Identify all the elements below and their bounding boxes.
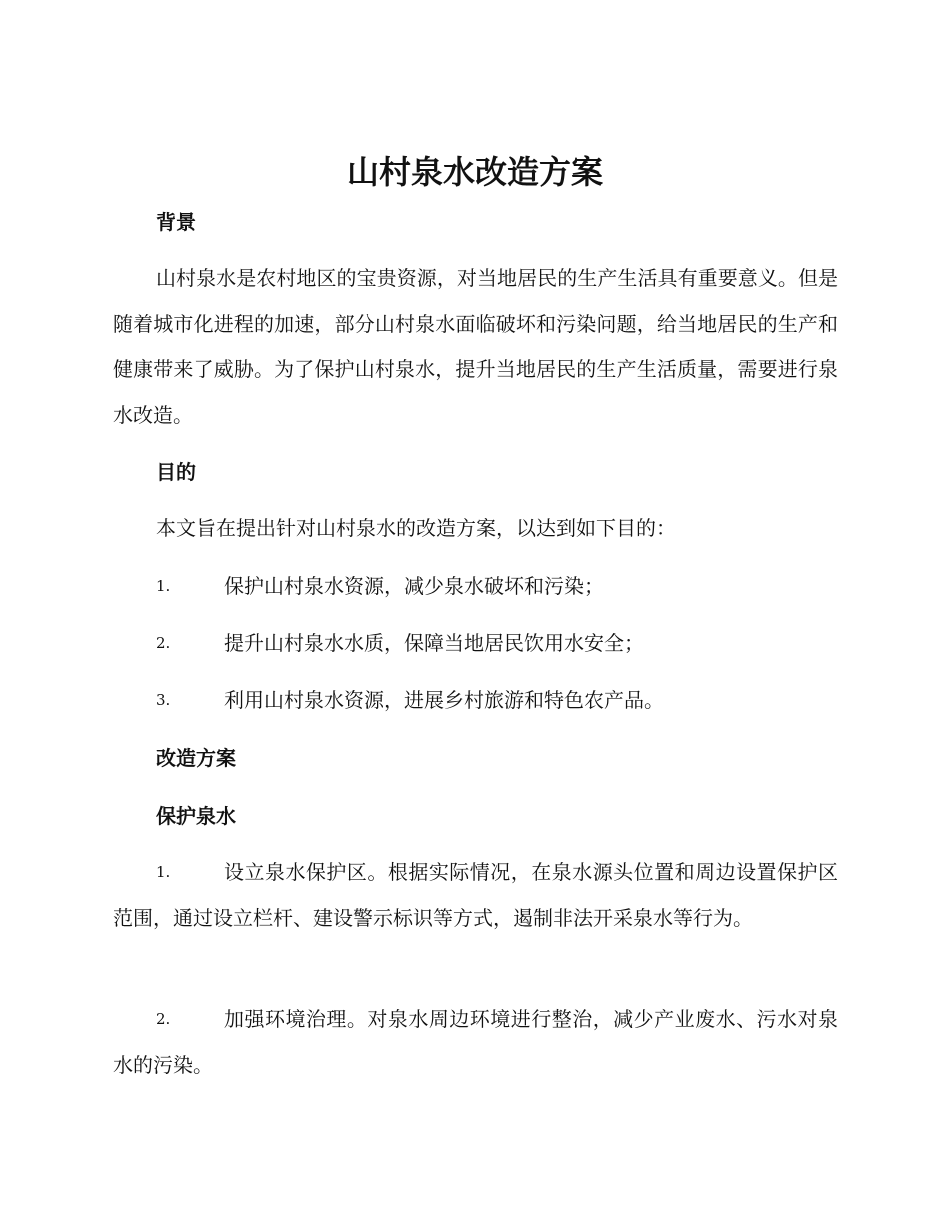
section-heading-purpose: 目的 xyxy=(156,460,196,484)
plan-list-item-2 xyxy=(113,997,838,1088)
list-number: 2. xyxy=(156,1010,171,1028)
list-number: 1. xyxy=(156,863,171,881)
plan-list-item-1 xyxy=(113,850,838,941)
purpose-list-item-3 xyxy=(113,678,838,724)
section-heading-background: 背景 xyxy=(156,210,196,234)
list-number: 3. xyxy=(156,691,171,709)
purpose-list-item-1 xyxy=(113,564,838,610)
list-text: 利用山村泉水资源，进展乡村旅游和特色农产品。 xyxy=(224,688,664,712)
list-number: 2. xyxy=(156,634,171,652)
list-text: 设立泉水保护区。根据实际情况，在泉水源头位置和周边设置保护区范围，通过设立栏杆、建设警示标识等方式，遏制非法开采泉水等行为。 xyxy=(113,860,838,930)
purpose-list-item-2 xyxy=(113,621,838,667)
list-text: 保护山村泉水资源，减少泉水破坏和污染； xyxy=(224,574,604,598)
list-text: 提升山村泉水水质，保障当地居民饮用水安全； xyxy=(224,631,644,655)
section-heading-plan: 改造方案 xyxy=(156,746,236,770)
list-text: 加强环境治理。对泉水周边环境进行整治，减少产业废水、污水对泉水的污染。 xyxy=(113,1007,838,1077)
subsection-heading-protect: 保护泉水 xyxy=(156,804,236,828)
background-paragraph: 山村泉水是农村地区的宝贵资源，对当地居民的生产生活具有重要意义。但是随着城市化进程的加速，部分山村泉水面临破坏和污染问题，给当地居民的生产和健康带来了威胁。为了保护山村泉水，提升当地居民的生产生活质量，需要进行泉水改造。 xyxy=(113,266,838,427)
list-number: 1. xyxy=(156,577,171,595)
purpose-intro: 本文旨在提出针对山村泉水的改造方案，以达到如下目的： xyxy=(156,516,676,540)
document-title: 山村泉水改造方案 xyxy=(346,153,603,191)
